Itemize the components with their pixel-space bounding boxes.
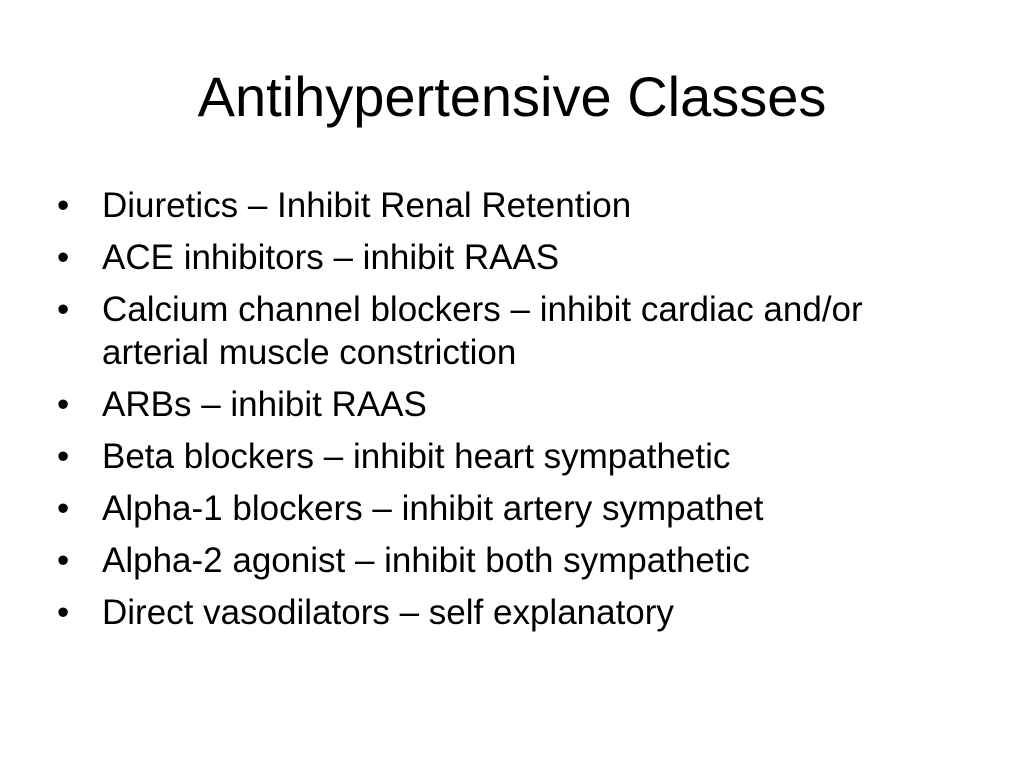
bullet-text: Beta blockers – inhibit heart sympathetic (102, 437, 731, 476)
bullet-item-direct-vasodilators (56, 591, 956, 634)
bullet-item-calcium-channel-blockers (56, 288, 956, 374)
bullet-icon: • (57, 437, 70, 476)
bullet-text: ARBs – inhibit RAAS (102, 385, 427, 424)
slide-title: Antihypertensive Classes (197, 65, 827, 128)
bullet-text: Alpha-2 agonist – inhibit both sympathetic (102, 541, 750, 580)
bullet-icon: • (57, 489, 70, 528)
bullet-item-beta-blockers (56, 435, 956, 478)
bullet-icon: • (57, 593, 70, 632)
bullet-text: Diuretics – Inhibit Renal Retention (102, 186, 632, 225)
bullet-item-arbs (56, 383, 956, 426)
bullet-icon: • (57, 385, 70, 424)
bullet-icon: • (57, 541, 70, 580)
bullet-item-diuretics (56, 184, 956, 227)
bullet-text: Direct vasodilators – self explanatory (102, 593, 674, 632)
bullet-list (56, 184, 956, 643)
bullet-text: ACE inhibitors – inhibit RAAS (102, 238, 560, 277)
bullet-item-ace-inhibitors (56, 236, 956, 279)
bullet-item-alpha-2-agonist (56, 539, 956, 582)
bullet-icon: • (57, 290, 70, 329)
bullet-item-alpha-1-blockers (56, 487, 956, 530)
bullet-text: Calcium channel blockers – inhibit cardiac and/or arterial muscle constriction (102, 290, 863, 372)
bullet-icon: • (57, 186, 70, 225)
bullet-icon: • (57, 238, 70, 277)
bullet-text: Alpha-1 blockers – inhibit artery sympathet (102, 489, 764, 528)
